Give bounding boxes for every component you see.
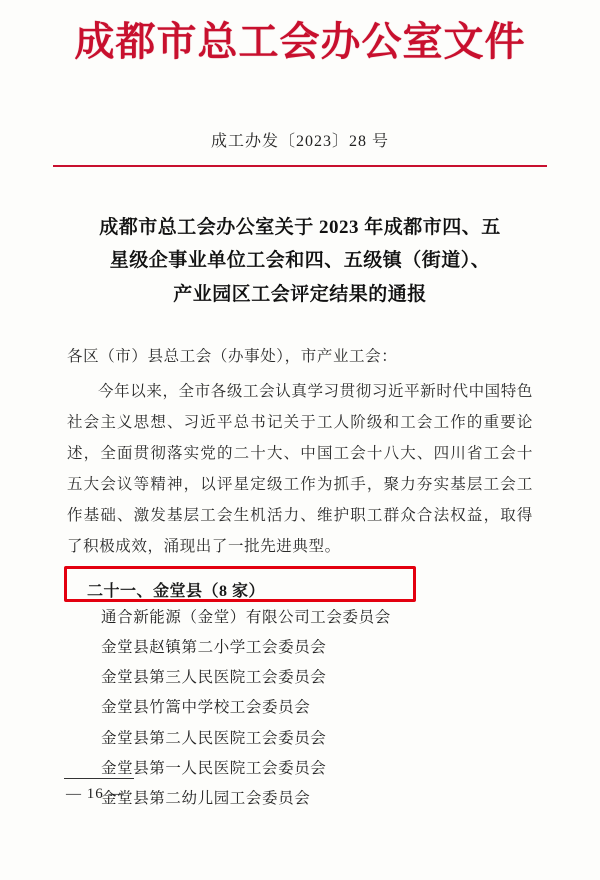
list-item: 金堂县赵镇第二小学工会委员会 — [101, 638, 327, 656]
document-number: 成工办发〔2023〕28 号 — [210, 133, 389, 150]
list-item: 金堂县竹篙中学校工会委员会 — [101, 699, 311, 717]
award-list — [67, 603, 533, 815]
subject-line-1: 成都市总工会办公室关于 2023 年成都市四、五 — [99, 217, 501, 238]
section-heading: 二十一、金堂县（8 家） — [87, 582, 266, 600]
footer-divider — [64, 778, 134, 779]
list-item: 金堂县第一人民医院工会委员会 — [101, 759, 327, 777]
document-subject — [67, 211, 533, 311]
masthead-title: 成都市总工会办公室文件 — [74, 19, 526, 64]
subject-line-2: 星级企事业单位工会和四、五级镇（街道）、 — [109, 250, 491, 272]
list-item: 通合新能源（金堂）有限公司工会委员会 — [101, 608, 391, 626]
page-number: — 16 — — [66, 786, 125, 802]
list-item: 金堂县第二人民医院工会委员会 — [101, 729, 327, 747]
list-item: 金堂县第三人民医院工会委员会 — [101, 669, 327, 687]
document-masthead — [0, 0, 600, 66]
document-body — [67, 341, 533, 562]
subject-line-3: 产业园区工会评定结果的通报 — [173, 283, 427, 305]
body-paragraph: 今年以来，全市各级工会认真学习贯彻习近平新时代中国特色社会主义思想、习近平总书记关于工人阶级和工会工作的重要论述，全面贯彻落实党的二十大、中国工会十八大、四川省工会十五大会议等精神，以评星定级工作为抓手，聚力夯实基层工会工作基础、激发基层工会生机活力、维护职工群众合法权益，取得了积极成效，涌现出了一批先进典型。 — [67, 382, 533, 555]
red-divider-rule — [53, 165, 547, 167]
list-item: 金堂县第二幼儿园工会委员会 — [101, 790, 311, 808]
salutation: 各区（市）县总工会（办事处），市产业工会： — [67, 347, 398, 365]
